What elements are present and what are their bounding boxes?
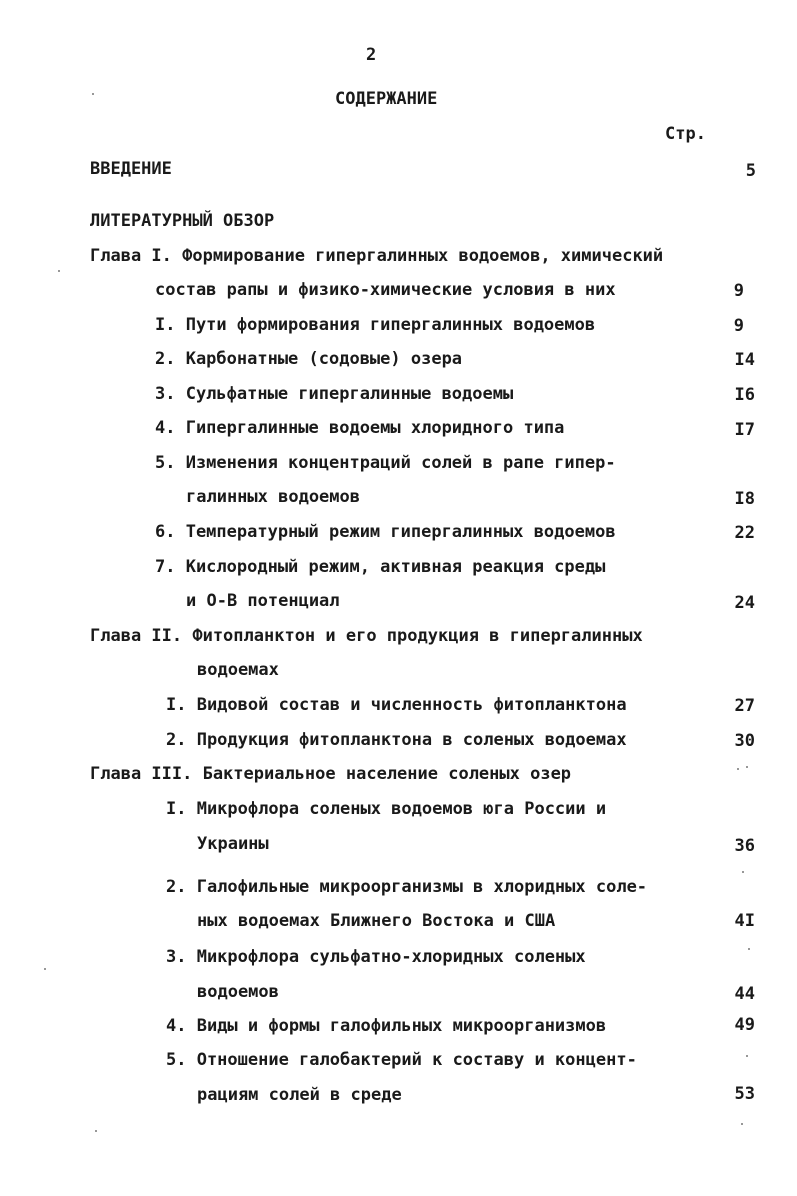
toc-page-1-6: 22	[734, 523, 755, 543]
toc-chapter-3: Глава III. Бактериальное население соленых озер	[90, 764, 572, 784]
scan-speck	[748, 948, 750, 950]
toc-page-2-1: 27	[734, 696, 755, 716]
toc-entry-3-3-line-1: 3. Микрофлора сульфатно-хлоридных соленых	[166, 947, 586, 967]
scan-speck	[95, 1130, 97, 1132]
toc-section-literature-review: ЛИТЕРАТУРНЫЙ ОБЗОР	[90, 211, 275, 231]
toc-entry-2-2: 2. Продукция фитопланктона в соленых водоемах	[166, 730, 627, 750]
scan-speck	[92, 93, 94, 95]
toc-page-3-3: 44	[734, 984, 755, 1004]
toc-entry-1-5-line-1: 5. Изменения концентраций солей в рапе гипер-	[155, 453, 616, 473]
toc-page-3-2: 4I	[734, 911, 755, 931]
toc-chapter-1-line-2: состав рапы и физико-химические условия в них	[155, 280, 616, 300]
toc-entry-3-3-line-2: водоемов	[197, 982, 279, 1002]
toc-page-3-4: 49	[734, 1015, 755, 1035]
page-number: 2	[366, 45, 377, 65]
toc-page-1-4: I7	[734, 420, 755, 440]
toc-page-1-5: I8	[734, 489, 755, 509]
page-column-label: Стр.	[665, 124, 706, 144]
toc-entry-1-7-line-2: и О-В потенциал	[186, 591, 340, 611]
page-title: СОДЕРЖАНИЕ	[335, 89, 438, 109]
toc-page-1-2: I4	[734, 350, 755, 370]
toc-page-1-3: I6	[734, 385, 755, 405]
scan-speck	[737, 768, 739, 770]
toc-page-2-2: 30	[734, 731, 755, 751]
scan-speck	[746, 766, 748, 768]
toc-entry-1-3: 3. Сульфатные гипергалинные водоемы	[155, 384, 514, 404]
toc-entry-2-1: I. Видовой состав и численность фитопланктона	[166, 695, 627, 715]
toc-entry-3-2-line-2: ных водоемах Ближнего Востока и США	[197, 911, 556, 931]
toc-chapter-2-line-1: Глава II. Фитопланктон и его продукция в гипергалинных	[90, 626, 643, 646]
scan-speck	[746, 1055, 748, 1057]
toc-entry-introduction: ВВЕДЕНИЕ	[90, 159, 172, 179]
toc-entry-1-2: 2. Карбонатные (содовые) озера	[155, 349, 463, 369]
toc-page-3-5: 53	[734, 1084, 755, 1104]
scan-speck	[44, 968, 46, 970]
toc-entry-3-1-line-1: I. Микрофлора соленых водоемов юга России и	[166, 799, 607, 819]
toc-page-3-1: 36	[734, 836, 755, 856]
toc-entry-3-5-line-1: 5. Отношение галобактерий к составу и концент-	[166, 1050, 637, 1070]
toc-entry-1-4: 4. Гипергалинные водоемы хлоридного типа	[155, 418, 565, 438]
toc-entry-1-7-line-1: 7. Кислородный режим, активная реакция среды	[155, 557, 606, 577]
toc-entry-3-4: 4. Виды и формы галофильных микроорганизмов	[166, 1016, 607, 1036]
toc-page-1-1: 9	[733, 316, 744, 336]
toc-chapter-1-line-1: Глава I. Формирование гипергалинных водоемов, химический	[90, 246, 664, 266]
toc-entry-1-1: I. Пути формирования гипергалинных водоемов	[155, 315, 596, 335]
toc-page-introduction: 5	[745, 161, 756, 181]
toc-entry-1-5-line-2: галинных водоемов	[186, 487, 360, 507]
toc-chapter-2-line-2: водоемах	[197, 660, 279, 680]
toc-page-1-7: 24	[734, 593, 755, 613]
toc-entry-3-1-line-2: Украины	[197, 834, 269, 854]
scan-speck	[742, 871, 744, 873]
scan-speck	[58, 270, 60, 272]
scan-speck	[741, 1123, 743, 1125]
toc-entry-3-2-line-1: 2. Галофильные микроорганизмы в хлоридных соле-	[166, 877, 648, 897]
toc-entry-3-5-line-2: рациям солей в среде	[197, 1085, 402, 1105]
toc-chapter-1-page: 9	[733, 281, 744, 301]
toc-entry-1-6: 6. Температурный режим гипергалинных водоемов	[155, 522, 616, 542]
